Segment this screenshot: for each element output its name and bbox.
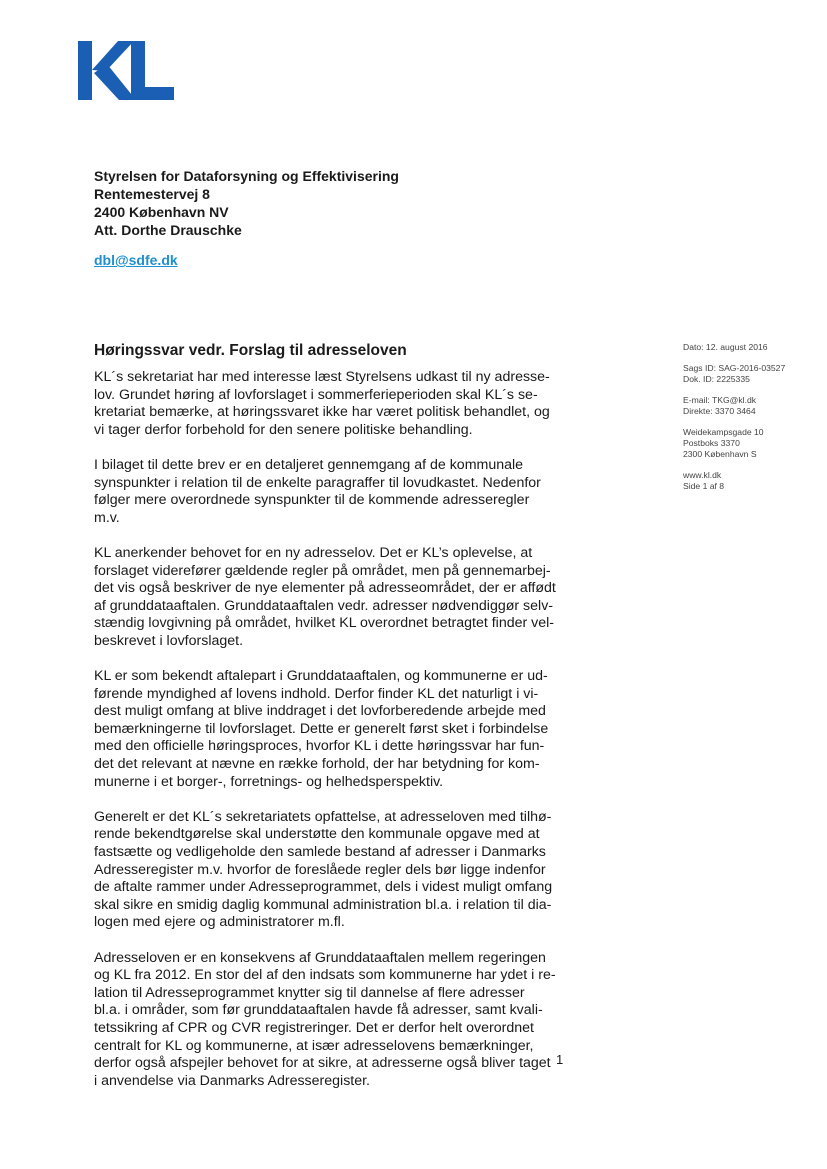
text-line: vi tager derfor forbehold for den senere politiske behandling.	[94, 421, 473, 438]
date-group	[683, 342, 785, 353]
text-line: Adresseregister m.v. hvorfor de foreslåede regler dels bør ligge indenfor	[94, 861, 546, 878]
letter-metadata-sidebar	[683, 342, 785, 502]
paragraph	[94, 668, 584, 791]
text-line: forslaget viderefører gældende regler på området, men på gennemarbej-	[94, 562, 551, 579]
text-line: derfor også afspejler behovet for at sikre, at adresserne også bliver taget	[94, 1055, 551, 1072]
text-line: af grunddataaftalen. Grunddataaftalen vedr. adresser nødvendiggør selv-	[94, 597, 554, 614]
sender-address-group	[683, 427, 785, 460]
text-line: stændig lovgivning på området, hvilket KL overordnet betragtet finder vel-	[94, 615, 555, 632]
recipient-address	[94, 167, 399, 239]
text-line: logen med ejere og administratorer m.fl.	[94, 914, 345, 931]
text-line: skal sikre en smidig daglig kommunal administration bl.a. i relation til dia-	[94, 896, 552, 913]
doc-id-line: Dok. ID: 2225335	[683, 374, 750, 384]
text-line: med den officielle høringsproces, hvorfor KL i dette høringssvar har fun-	[94, 738, 545, 755]
recipient-email-link[interactable]: dbl@sdfe.dk	[94, 252, 178, 268]
text-line: dest muligt omfang at blive inddraget i det lovforberedende arbejde med	[94, 703, 546, 720]
page-indicator-line: Side 1 af 8	[683, 481, 725, 491]
text-line: og KL fra 2012. En stor del af den indsats som kommunerne har ydet i re-	[94, 967, 556, 984]
text-line: lov. Grundet høring af lovforslaget i sommerferieperioden skal KL´s se-	[94, 386, 538, 403]
paragraph	[94, 545, 584, 651]
text-line: centralt for KL og kommunerne, at især adresselovens bemærkninger,	[94, 1037, 534, 1054]
kl-logo	[78, 40, 174, 102]
web-group	[683, 470, 785, 492]
text-line: KL anerkender behovet for en ny adresselov. Det er KL’s oplevelse, at	[94, 544, 533, 561]
text-line: I bilaget til dette brev er en detaljeret gennemgang af de kommunale	[94, 456, 524, 473]
text-line: synspunkter i relation til de enkelte paragraffer til lovudkastet. Nedenfor	[94, 474, 541, 491]
text-line: bemærkningerne til lovforslaget. Dette er generelt først sket i forbindelse	[94, 720, 549, 737]
text-line: fastsætte og vedligeholde den samlede bestand af adresser i Danmarks	[94, 844, 546, 861]
recipient-name: Styrelsen for Dataforsyning og Effektivisering	[94, 168, 399, 184]
page-number: 1	[556, 1052, 564, 1067]
text-line: de aftalte rammer under Adresseprogrammet, dels i videst muligt omfang	[94, 879, 553, 896]
recipient-street: Rentemestervej 8	[94, 186, 210, 202]
text-line: Generelt er det KL´s sekretariatets opfattelse, at adresseloven med tilhø-	[94, 808, 552, 825]
sender-city-line: 2300 København S	[683, 449, 757, 459]
contact-phone-line: Direkte: 3370 3464	[683, 406, 756, 416]
text-line: lation til Adresseprogrammet knytter sig til dannelse af flere adresser	[94, 984, 525, 1001]
text-line: førende myndighed af lovens indhold. Derfor finder KL det naturligt i vi-	[94, 685, 539, 702]
date-line: Dato: 12. august 2016	[683, 342, 768, 352]
text-line: følger mere overordnede synspunkter til de kommende adresseregler	[94, 492, 530, 509]
paragraph	[94, 809, 584, 932]
text-line: KL´s sekretariat har med interesse læst Styrelsens udkast til ny adresse-	[94, 369, 550, 385]
paragraph	[94, 457, 584, 527]
text-line: tetssikring af CPR og CVR registreringer. Det er derfor helt overordnet	[94, 1019, 534, 1036]
text-line: rende bekendtgørelse skal understøtte den kommunale opgave med at	[94, 826, 540, 843]
contact-email-line: E-mail: TKG@kl.dk	[683, 395, 757, 405]
sender-street-line: Weidekampsgade 10	[683, 427, 764, 437]
text-line: Adresseloven er en konsekvens af Grunddataaftalen mellem regeringen	[94, 949, 546, 966]
case-id-line: Sags ID: SAG-2016-03527	[683, 363, 786, 373]
paragraph	[94, 369, 584, 439]
case-id-group	[683, 363, 785, 385]
website-line: www.kl.dk	[683, 470, 722, 480]
text-line: munerne i et borger-, forretnings- og helhedsperspektiv.	[94, 773, 444, 790]
letter-heading: Høringssvar vedr. Forslag til adresseloven	[94, 342, 407, 359]
text-line: m.v.	[94, 509, 120, 526]
letter-body	[94, 369, 584, 1108]
text-line: beskrevet i lovforslaget.	[94, 632, 244, 649]
text-line: det vis også beskriver de nye elementer på adresseområdet, der er affødt	[94, 580, 556, 597]
text-line: bl.a. i områder, som før grunddataaftalen havde få adresser, samt kvali-	[94, 1002, 543, 1019]
sender-postbox-line: Postboks 3370	[683, 438, 740, 448]
recipient-attention: Att. Dorthe Drauschke	[94, 222, 242, 238]
text-line: det det relevant at nævne en række forhold, der har betydning for kom-	[94, 756, 540, 773]
text-line: kretariat bemærke, at høringssvaret ikke har været politisk behandlet, og	[94, 404, 550, 421]
paragraph	[94, 950, 584, 1091]
text-line: KL er som bekendt aftalepart i Grunddataaftalen, og kommunerne er ud-	[94, 668, 548, 685]
recipient-city: 2400 København NV	[94, 204, 229, 220]
text-line: i anvendelse via Danmarks Adresseregister.	[94, 1072, 371, 1089]
contact-group	[683, 395, 785, 417]
